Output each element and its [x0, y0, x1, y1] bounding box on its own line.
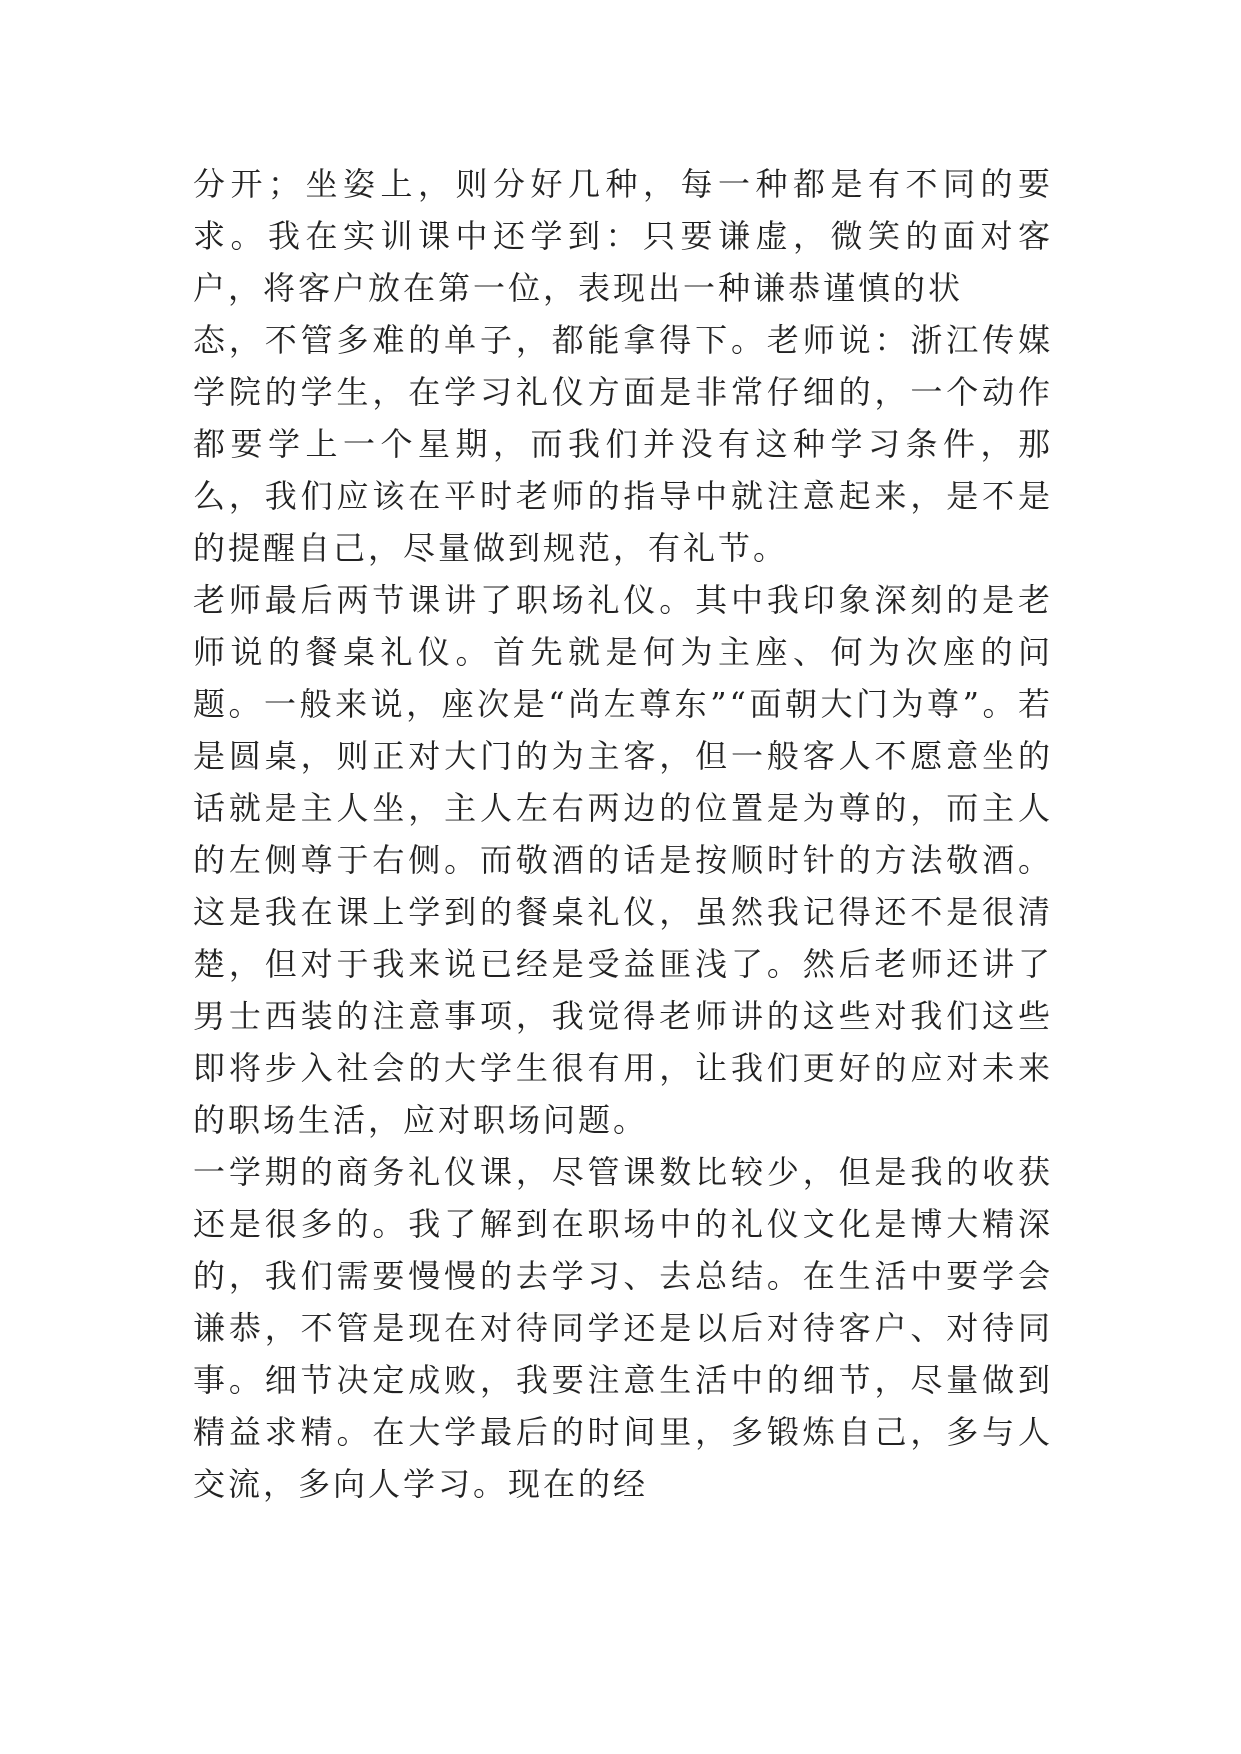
- paragraph-4: 一学期的商务礼仪课，尽管课数比较少，但是我的收获还是很多的。我了解到在职场中的礼仪文化是博大精深的，我们需要慢慢的去学习、去总结。在生活中要学会谦恭，不管是现在对待同学还是以后对待客户、对待同事。细节决定成败，我要注意生活中的细节，尽量做到精益求精。在大学最后的时间里，多锻炼自己，多与人交流，多向人学习。现在的经: [193, 1153, 1053, 1503]
- body-text: [193, 158, 1053, 1510]
- paragraph-3: 老师最后两节课讲了职场礼仪。其中我印象深刻的是老师说的餐桌礼仪。首先就是何为主座、何为次座的问题。一般来说，座次是“尚左尊东”“面朝大门为尊”。若是圆桌，则正对大门的为主客，但一般客人不愿意坐的话就是主人坐，主人左右两边的位置是为尊的，而主人的左侧尊于右侧。而敬酒的话是按顺时针的方法敬酒。这是我在课上学到的餐桌礼仪，虽然我记得还不是很清楚，但对于我来说已经是受益匪浅了。然后老师还讲了男士西装的注意事项，我觉得老师讲的这些对我们这些即将步入社会的大学生很有用，让我们更好的应对未来的职场生活，应对职场问题。: [193, 581, 1053, 1139]
- paragraph-1: 分开；坐姿上，则分好几种，每一种都是有不同的要求。我在实训课中还学到：只要谦虚，微笑的面对客户，将客户放在第一位，表现出一种谦恭谨慎的状: [193, 165, 1053, 307]
- paragraph-2: 态，不管多难的单子，都能拿得下。老师说：浙江传媒学院的学生，在学习礼仪方面是非常仔细的，一个动作都要学上一个星期，而我们并没有这种学习条件，那么，我们应该在平时老师的指导中就注意起来，是不是的提醒自己，尽量做到规范，有礼节。: [193, 321, 1053, 567]
